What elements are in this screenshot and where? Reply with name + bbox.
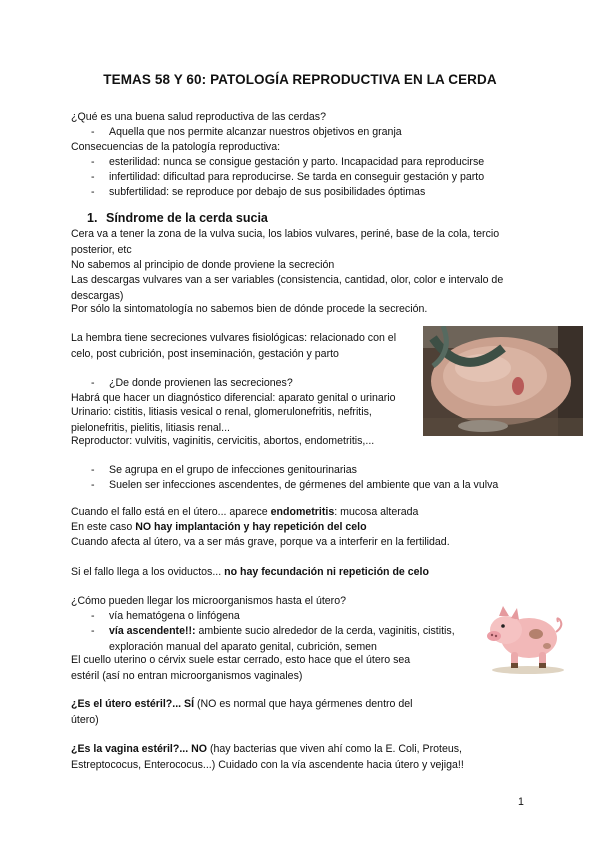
section-number: 1.	[87, 211, 98, 225]
paragraph: Reproductor: vulvitis, vaginitis, cervicitis, abortos, endometritis,...	[71, 435, 375, 447]
bullet-dash: -	[91, 156, 95, 168]
paragraph: El cuello uterino o cérvix suele estar cerrado, esto hace que el útero sea estéril (así no entran microorganismos vaginales)	[71, 654, 411, 682]
bullet-dash: -	[91, 610, 95, 622]
bold-run: ¿Es el útero estéril?... SÍ	[71, 698, 195, 710]
paragraph-caso	[71, 520, 367, 536]
paragraph: ¿Cómo pueden llegar los microorganismos hasta el útero?	[71, 595, 346, 607]
text-run: En este caso	[71, 521, 136, 533]
paragraph: No sabemos al principio de donde proviene la secreción	[71, 259, 335, 271]
bullet-text: vía hematógena o linfógena	[109, 610, 240, 622]
paragraph: Las descargas vulvares van a ser variables (consistencia, cantidad, olor, color e intervalo de descargas)	[71, 274, 504, 302]
text-run: (hay bacterias que viven ahí como la E. Coli, Proteus, Estreptococus, Enterococus...) Cuidado con la vía ascendente hacia útero y vejiga!!	[71, 743, 464, 771]
bold-run: endometritis	[270, 506, 335, 518]
section-heading	[87, 211, 268, 225]
paragraph-utero	[71, 505, 418, 521]
consequence-subfertility: subfertilidad: se reproduce por debajo de sus posibilidades óptimas	[109, 186, 426, 198]
sow-vulva-photo	[423, 326, 583, 436]
paragraph: Cuando afecta al útero, va a ser más grave, porque va a interferir en la fertilidad.	[71, 536, 450, 548]
paragraph: Urinario: cistitis, litiasis vesical o renal, glomerulonefritis, nefritis, pielonefritis, pielitis, litiasis renal...	[71, 406, 372, 434]
intro-question: ¿Qué es una buena salud reproductiva de las cerdas?	[71, 111, 327, 123]
text-run: : mucosa alterada	[334, 506, 419, 518]
paragraph-oviductos	[71, 565, 429, 581]
page-number: 1	[518, 796, 524, 808]
text-run: Cuando el fallo está en el útero... aparece	[71, 506, 271, 518]
text-run: Si el fallo llega a los oviductos...	[71, 566, 225, 578]
bullet-dash: -	[91, 377, 95, 389]
origin-question: ¿De donde provienen las secreciones?	[109, 377, 293, 389]
page-title: TEMAS 58 Y 60: PATOLOGÍA REPRODUCTIVA EN LA CERDA	[103, 72, 497, 87]
paragraph: La hembra tiene secreciones vulvares fisiológicas: relacionado con el celo, post cubrición, post inseminación, gestación y parto	[71, 332, 397, 360]
paragraph: Por sólo la sintomatología no sabemos bien de dónde procede la secreción.	[71, 303, 428, 315]
bullet-text: Suelen ser infecciones ascendentes, de gérmenes del ambiente que van a la vulva	[109, 479, 499, 491]
paragraph: Habrá que hacer un diagnóstico diferencial: aparato genital o urinario	[71, 392, 396, 404]
text-run: (NO es normal que haya gérmenes dentro del útero)	[71, 698, 413, 726]
bullet-dash: -	[91, 479, 95, 491]
bullet-dash: -	[91, 464, 95, 476]
bold-run: ¿Es la vagina estéril?... NO	[71, 743, 208, 755]
consequence-infertility: infertilidad: dificultad para reproducirse. Se tarda en conseguir gestación y parto	[109, 171, 485, 183]
cartoon-pig-illustration	[481, 594, 571, 676]
bullet-dash: -	[91, 625, 95, 637]
section-title: Síndrome de la cerda sucia	[106, 211, 268, 225]
paragraph-utero-question	[71, 697, 431, 728]
bullet-dash: -	[91, 171, 95, 183]
bold-run: NO hay implantación y hay repetición del celo	[135, 521, 367, 533]
bullet-text: Se agrupa en el grupo de infecciones genitourinarias	[109, 464, 357, 476]
paragraph-vagina-question	[71, 742, 521, 773]
consequences-label: Consecuencias de la patología reproductiva:	[71, 141, 281, 153]
intro-answer: Aquella que nos permite alcanzar nuestros objetivos en granja	[109, 126, 402, 138]
text-run: ambiente sucio alrededor de la cerda, vaginitis, cistitis, exploración manual del aparato genital, cubrición, semen	[109, 625, 455, 653]
paragraph: Cera va a tener la zona de la vulva sucia, los labios vulvares, periné, base de la cola, tercio posterior, etc	[71, 228, 500, 256]
bullet-text	[109, 624, 459, 655]
bold-run: vía ascendente!!:	[109, 625, 196, 637]
bullet-dash: -	[91, 186, 95, 198]
consequence-sterility: esterilidad: nunca se consigue gestación y parto. Incapacidad para reproducirse	[109, 156, 485, 168]
bullet-dash: -	[91, 126, 95, 138]
bold-run: no hay fecundación ni repetición de celo	[224, 566, 429, 578]
